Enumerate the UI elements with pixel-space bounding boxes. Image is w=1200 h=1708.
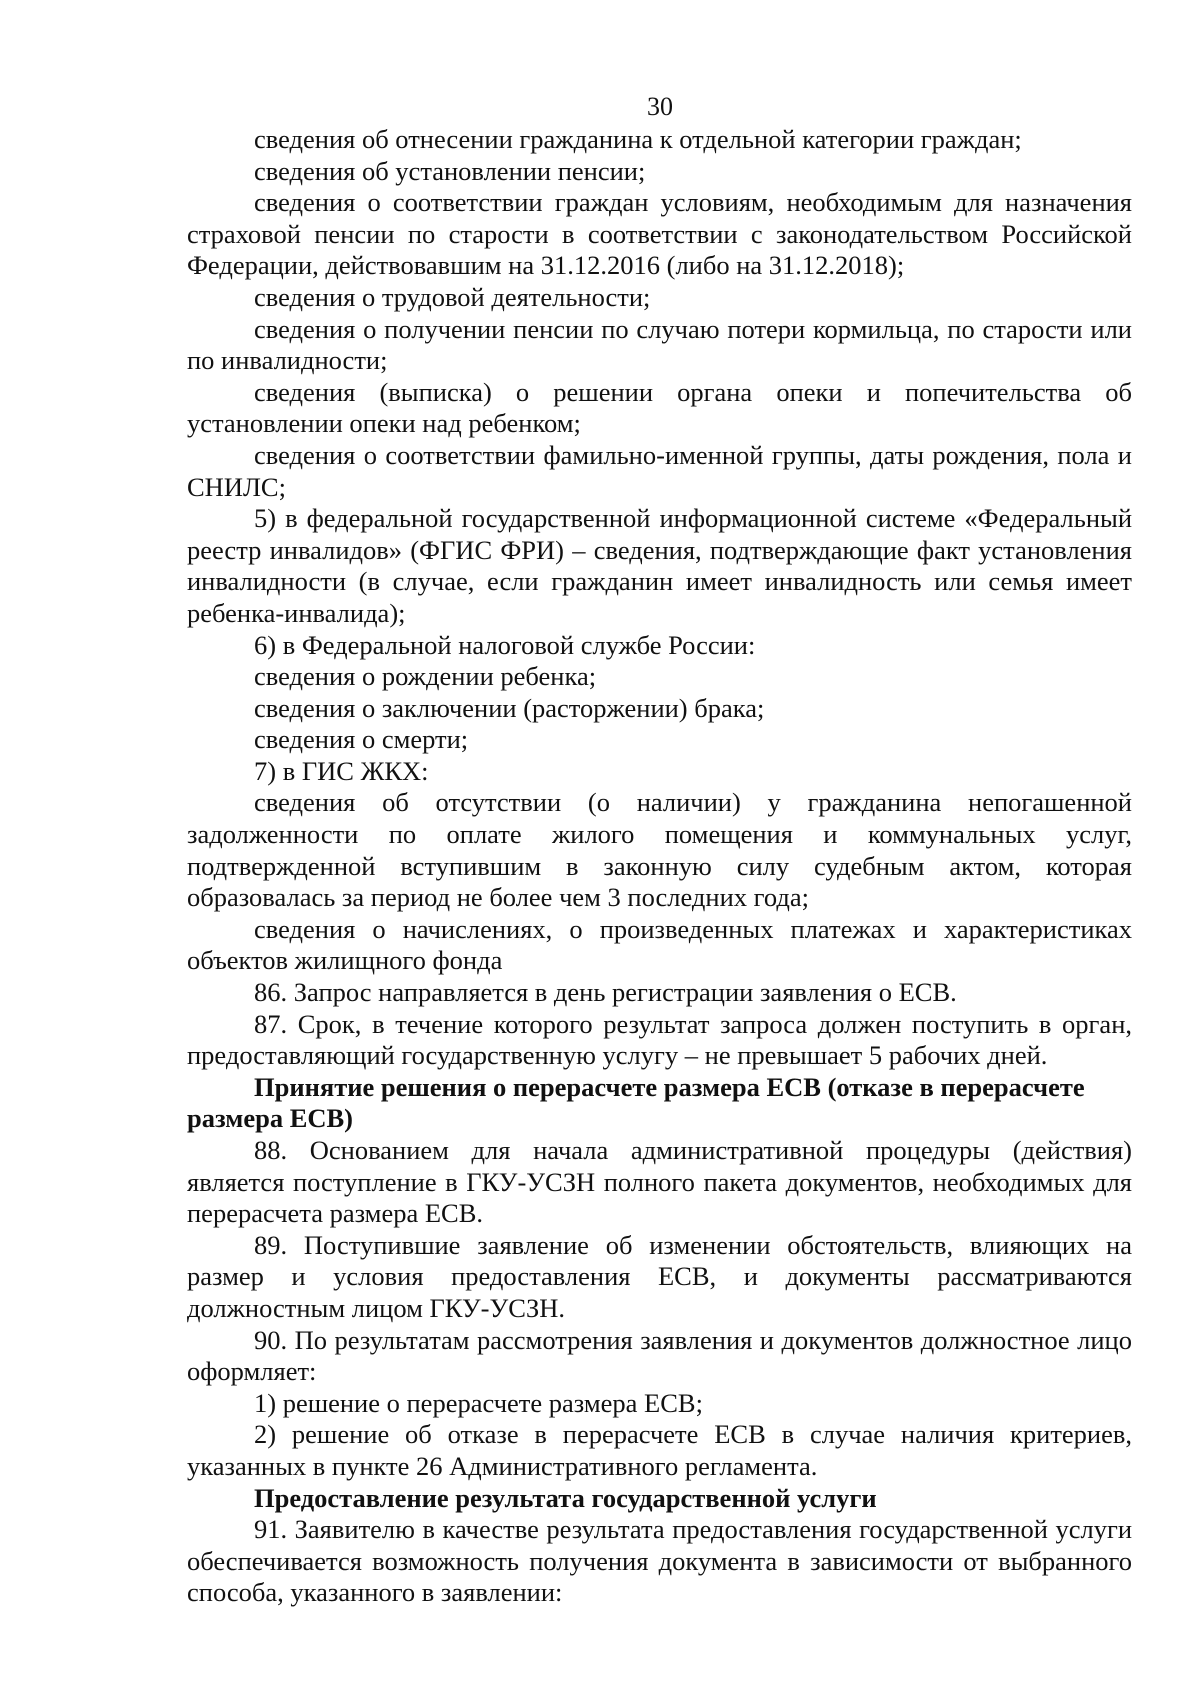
paragraph: 1) решение о перерасчете размера ЕСВ; — [254, 1387, 703, 1418]
paragraph: 89. Поступившие заявление об изменении обстоятельств, влияющих на размер и условия предоставления ЕСВ, и документы рассматриваются должностным лицом ГКУ-УСЗН. — [187, 1229, 1132, 1323]
paragraph: 5) в федеральной государственной информационной системе «Федеральный реестр инвалидов» (ФГИС ФРИ) – сведения, подтверждающие факт установления инвалидности (в случае, если гражданин имеет инвалидность или семья имеет ребенка-инвалида); — [187, 503, 1132, 628]
paragraph: сведения об отнесении гражданина к отдельной категории граждан; — [254, 124, 1022, 154]
section-heading: Принятие решения о перерасчете размера ЕСВ (отказе в перерасчете размера ЕСВ) — [187, 1071, 1085, 1134]
paragraph: сведения о соответствии граждан условиям, необходимым для назначения страховой пенсии по старости в соответствии с законодательством Российской Федерации, действовавшим на 31.12.2016 (либо на 31.12.2018); — [187, 187, 1132, 281]
paragraph: сведения об отсутствии (о наличии) у гражданина непогашенной задолженности по оплате жилого помещения и коммунальных услуг, подтвержденной вступившим в законную силу судебным актом, которая образовалась за период не более чем 3 последних года; — [187, 787, 1132, 913]
paragraph: сведения (выписка) о решении органа опеки и попечительства об установлении опеки над ребенком; — [187, 376, 1132, 439]
paragraph: сведения о трудовой деятельности; — [254, 281, 651, 312]
paragraph: сведения о соответствии фамильно-именной группы, даты рождения, пола и СНИЛС; — [187, 439, 1132, 502]
paragraph: сведения о смерти; — [254, 724, 469, 755]
paragraph: сведения о получении пенсии по случаю потери кормильца, по старости или по инвалидности; — [187, 313, 1132, 376]
paragraph: 6) в Федеральной налоговой службе России: — [254, 629, 756, 660]
paragraph: 88. Основанием для начала административной процедуры (действия) является поступление в ГКУ-УСЗН полного пакета документов, необходимых для перерасчета размера ЕСВ. — [187, 1135, 1132, 1229]
section-heading: Предоставление результата государственной услуги — [254, 1482, 877, 1513]
page-number: 30 — [647, 92, 673, 121]
paragraph: сведения о начислениях, о произведенных платежах и характеристиках объектов жилищного фонда — [187, 913, 1132, 976]
paragraph: 90. По результатам рассмотрения заявления и документов должностное лицо оформляет: — [187, 1324, 1132, 1387]
document-body — [187, 124, 1132, 1609]
paragraph: 87. Срок, в течение которого результат запроса должен поступить в орган, предоставляющий государственную услугу – не превышает 5 рабочих дней. — [187, 1008, 1132, 1071]
paragraph: 2) решение об отказе в перерасчете ЕСВ в случае наличия критериев, указанных в пункте 26 Административного регламента. — [187, 1419, 1132, 1481]
paragraph: 86. Запрос направляется в день регистрации заявления о ЕСВ. — [254, 977, 957, 1008]
paragraph: 7) в ГИС ЖКХ: — [254, 755, 429, 786]
paragraph: сведения об установлении пенсии; — [254, 155, 646, 186]
paragraph: 91. Заявителю в качестве результата предоставления государственной услуги обеспечивается возможность получения документа в зависимости от выбранного способа, указанного в заявлении: — [187, 1514, 1132, 1608]
paragraph: сведения о заключении (расторжении) брака; — [254, 692, 765, 723]
paragraph: сведения о рождении ребенка; — [254, 661, 597, 692]
